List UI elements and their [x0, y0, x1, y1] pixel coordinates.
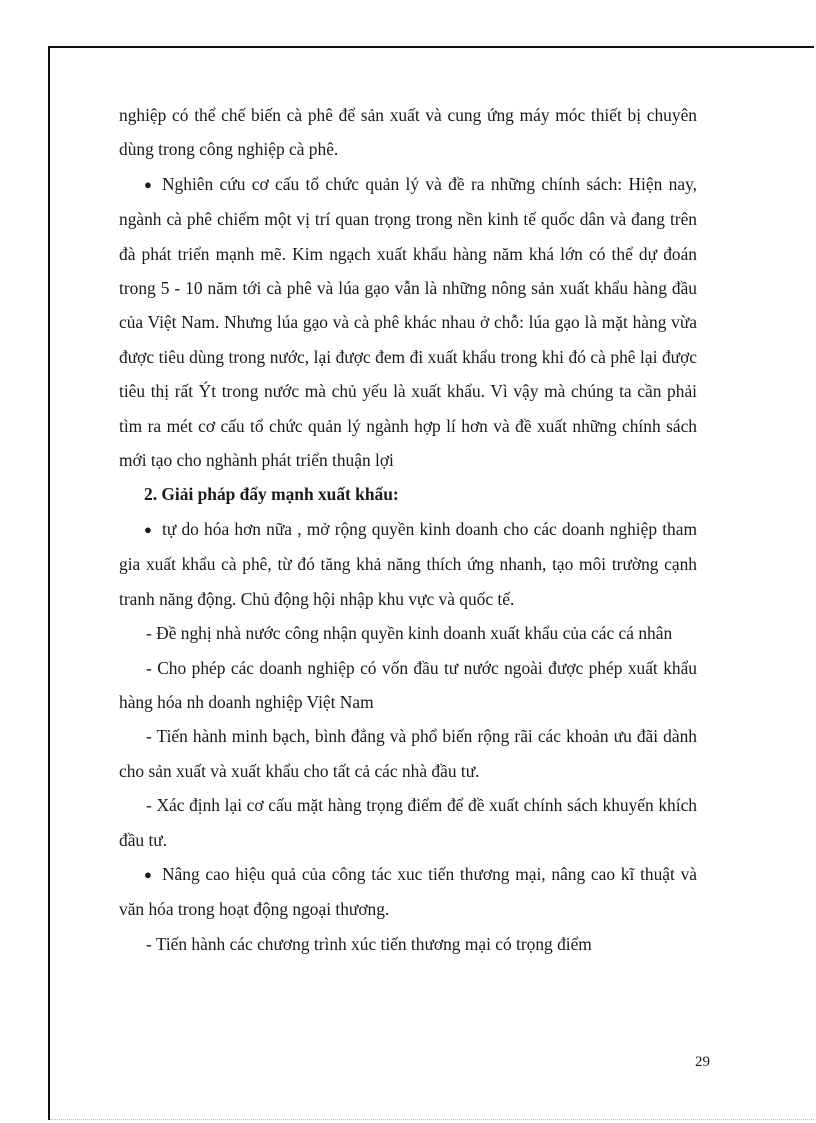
bottom-dotted-edge	[50, 1119, 814, 1120]
paragraph-text: - Tiến hành các chương trình xúc tiến thương mại có trọng điểm	[146, 933, 592, 954]
bullet-icon: ●	[144, 521, 152, 537]
document-body	[119, 98, 697, 961]
paragraph-text: - Đề nghị nhà nước công nhận quyền kinh doanh xuất khẩu của các cá nhân	[146, 623, 673, 644]
bullet-paragraph-liberalize	[119, 512, 697, 616]
page-number: 29	[695, 1054, 710, 1070]
section-heading	[119, 477, 697, 511]
paragraph-text: tự do hóa hơn nữa , mở rộng quyền kinh doanh cho các doanh nghiệp tham gia xuất khẩu cà phê, từ đó tăng khả năng thích ứng nhanh, tạo môi trường cạnh tranh năng động. Chủ động hội nhập khu vực và quốc tế.	[119, 518, 697, 609]
paragraph-text: Nâng cao hiệu quả của công tác xuc tiến thương mại, nâng cao kĩ thuật và văn hóa trong hoạt động ngoại thương.	[119, 863, 697, 920]
paragraph-continuation	[119, 98, 697, 167]
bullet-icon: ●	[144, 176, 152, 192]
dash-item-foreign-invested	[119, 651, 697, 720]
bullet-paragraph-trade-promotion	[119, 857, 697, 927]
paragraph-text: Nghiên cứu cơ cấu tổ chức quản lý và đề ra những chính sách: Hiện nay, ngành cà phê chiếm một vị trí quan trọng trong nền kinh tế quốc dân và đang trên đà phát triển mạnh mẽ. Kim ngạch xuất khẩu hàng năm khá lớn có thể dự đoán trong 5 - 10 năm tới cà phê và lúa gạo vẫn là những nông sản xuất khẩu hàng đầu của Việt Nam. Nhưng lúa gạo và cà phê khác nhau ở chỗ: lúa gạo là mặt hàng vừa được tiêu dùng trong nước, lại được đem đi xuất khẩu trong khi đó cà phê lại được tiêu thị rất Ýt trong nước mà chủ yếu là xuất khẩu. Vì vậy mà chúng ta cần phải tìm ra mét cơ cấu tổ chức quản lý ngành hợp lí hơn và đề xuất những chính sách mới tạo cho nghành phát triển thuận lợi	[119, 173, 697, 471]
heading-text: 2. Giải pháp đẩy mạnh xuất khẩu:	[144, 484, 399, 505]
paragraph-text: - Cho phép các doanh nghiệp có vốn đầu tư nước ngoài được phép xuất khẩu hàng hóa nh doanh nghiệp Việt Nam	[119, 657, 697, 712]
bullet-paragraph-research	[119, 167, 697, 478]
dash-item-promotion-programs	[119, 927, 697, 961]
dash-item-recognize-rights	[119, 616, 697, 650]
bullet-icon: ●	[144, 866, 152, 882]
dash-item-key-products	[119, 788, 697, 857]
paragraph-text: nghiệp có thể chế biến cà phê để sản xuất và cung ứng máy móc thiết bị chuyên dùng trong công nghiệp cà phê.	[119, 105, 697, 160]
dash-item-transparency	[119, 719, 697, 788]
paragraph-text: - Tiến hành minh bạch, bình đẳng và phổ biến rộng rãi các khoản ưu đãi dành cho sản xuất và xuất khẩu cho tất cả các nhà đầu tư.	[119, 726, 697, 781]
paragraph-text: - Xác định lại cơ cấu mặt hàng trọng điểm để đề xuất chính sách khuyến khích đầu tư.	[119, 795, 697, 850]
